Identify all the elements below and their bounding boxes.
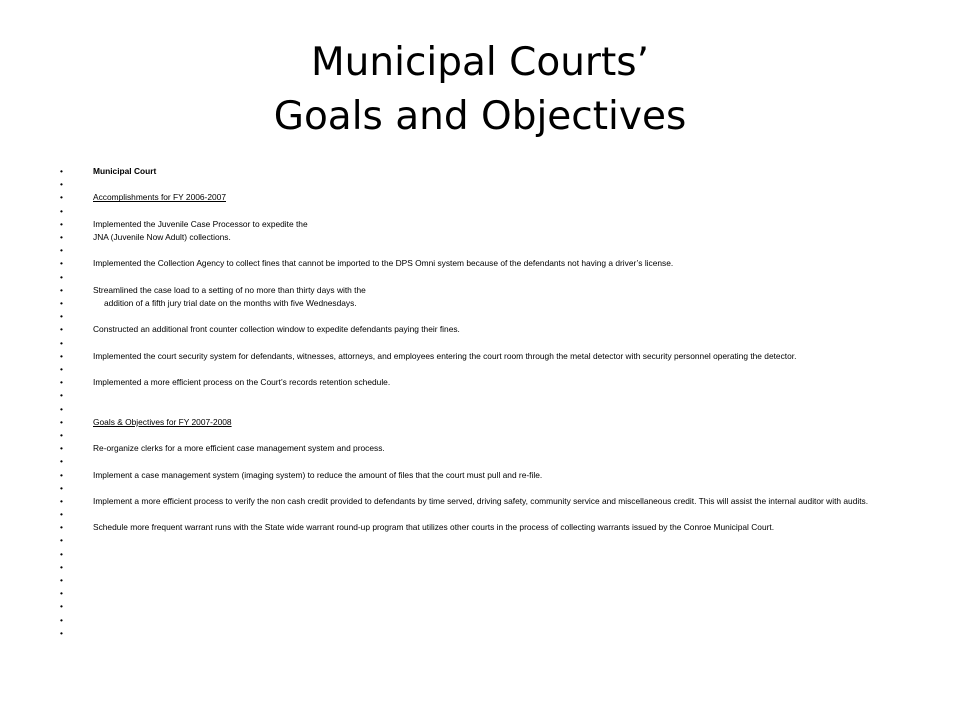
bullet-text: Streamlined the case load to a setting of no more than thirty days with the [93,284,366,295]
bullet-text: Accomplishments for FY 2006-2007 [93,192,226,203]
list-item [60,442,910,455]
bullet-dot-icon: • [60,205,63,216]
slide-title [80,36,880,144]
list-item [60,587,910,600]
list-item [60,231,910,244]
bullet-dot-icon: • [60,548,63,559]
bullet-dot-icon: • [60,377,63,388]
list-item [60,469,910,482]
list-item [60,416,910,429]
bullet-dot-icon: • [60,429,63,440]
bullet-dot-icon: • [60,337,63,348]
bullet-dot-icon: • [60,311,63,322]
list-item [60,350,910,363]
title-line-2: Goals and Objectives [273,94,687,139]
bullet-dot-icon: • [60,231,63,242]
bullet-dot-icon: • [60,522,63,533]
bullet-dot-icon: • [60,588,63,599]
list-item [60,337,910,350]
bullet-dot-icon: • [60,614,63,625]
bullet-text: Implemented the Collection Agency to collect fines that cannot be imported to the DPS Omni system because of the defendants not having a driver’s license. [93,258,674,269]
bullet-text: Municipal Court [93,166,157,176]
bullet-dot-icon: • [60,324,63,335]
bullet-text: Implement a more efficient process to verify the non cash credit provided to defendants by time served, driving safety, community service and miscellaneous credit. This will assist the internal auditor with audits. [93,495,869,506]
bullet-dot-icon: • [60,495,63,506]
bullet-text: Implemented a more efficient process on the Court’s records retention schedule. [93,377,391,388]
bullet-dot-icon: • [60,561,63,572]
bullet-dot-icon: • [60,284,63,295]
list-item [60,574,910,587]
list-item [60,614,910,627]
list-item [60,495,910,508]
bullet-text: Constructed an additional front counter collection window to expedite defendants paying their fines. [93,324,460,335]
list-item [60,482,910,495]
list-item [60,323,910,336]
bullet-text: JNA (Juvenile Now Adult) collections. [93,231,231,242]
bullet-dot-icon: • [60,627,63,638]
list-item [60,363,910,376]
bullet-text: Implement a case management system (imaging system) to reduce the amount of files that the court must pull and re-file. [93,469,543,480]
bullet-dot-icon: • [60,271,63,282]
list-item [60,205,910,218]
bullet-text: Implemented the court security system for defendants, witnesses, attorneys, and employees entering the court room through the metal detector with security personnel operating the detector. [93,350,797,361]
bullet-dot-icon: • [60,218,63,229]
list-item [60,561,910,574]
bullet-dot-icon: • [60,416,63,427]
bullet-dot-icon: • [60,179,63,190]
list-item [60,244,910,257]
list-item [60,284,910,297]
bullet-dot-icon: • [60,575,63,586]
bullet-text: Schedule more frequent warrant runs with the State wide warrant round-up program that utilizes other courts in the process of collecting warrants issued by the Conroe Municipal Court. [93,522,775,533]
bullet-dot-icon: • [60,403,63,414]
list-item [60,376,910,389]
list-item [60,508,910,521]
list-item [60,271,910,284]
title-line-1: Municipal Courts’ [311,40,649,85]
list-item [60,178,910,191]
bullet-dot-icon: • [60,390,63,401]
bullet-dot-icon: • [60,601,63,612]
bullet-dot-icon: • [60,535,63,546]
list-item [60,627,910,640]
bullet-text: Goals & Objectives for FY 2007-2008 [93,416,232,427]
list-item [60,165,910,178]
list-item [60,534,910,547]
bullet-dot-icon: • [60,443,63,454]
bullet-dot-icon: • [60,258,63,269]
bullet-list [60,165,910,640]
bullet-dot-icon: • [60,297,63,308]
bullet-dot-icon: • [60,363,63,374]
list-item [60,257,910,270]
bullet-dot-icon: • [60,456,63,467]
bullet-dot-icon: • [60,482,63,493]
list-item [60,297,910,310]
bullet-dot-icon: • [60,245,63,256]
list-item [60,548,910,561]
list-item [60,310,910,323]
list-item [60,521,910,534]
bullet-dot-icon: • [60,350,63,361]
bullet-dot-icon: • [60,192,63,203]
list-item [60,429,910,442]
bullet-text: addition of a fifth jury trial date on the months with five Wednesdays. [104,297,357,308]
list-item [60,218,910,231]
list-item [60,455,910,468]
list-item [60,191,910,204]
bullet-dot-icon: • [60,469,63,480]
bullet-text: Implemented the Juvenile Case Processor to expedite the [93,218,308,229]
list-item [60,389,910,402]
list-item [60,403,910,416]
list-item [60,600,910,613]
bullet-text: Re-organize clerks for a more efficient case management system and process. [93,443,385,454]
bullet-dot-icon: • [60,509,63,520]
bullet-dot-icon: • [60,166,63,176]
